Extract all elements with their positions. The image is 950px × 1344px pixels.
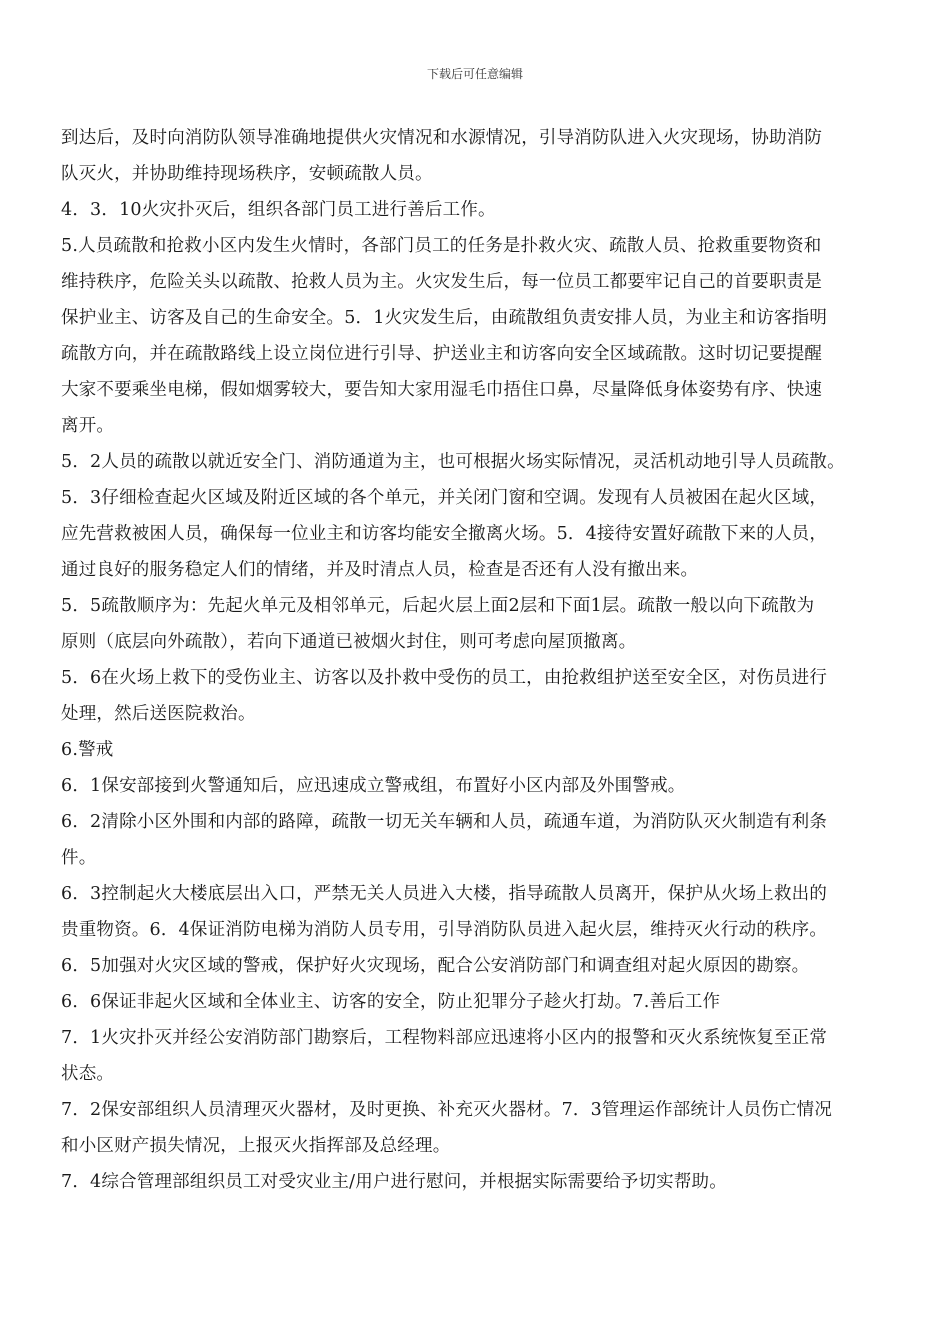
document-body xyxy=(61,120,893,1200)
text-line: 到达后，及时向消防队领导准确地提供火灾情况和水源情况，引导消防队进入火灾现场，协助消防 xyxy=(61,128,823,148)
text-line: 6．6保证非起火区域和全体业主、访客的安全，防止犯罪分子趁火打劫。7.善后工作 xyxy=(61,992,721,1012)
text-line: 5．2人员的疏散以就近安全门、消防通道为主，也可根据火场实际情况，灵活机动地引导人员疏散。 xyxy=(61,452,845,472)
text-line: 队灭火，并协助维持现场秩序，安顿疏散人员。 xyxy=(61,164,433,184)
text-line: 6．2清除小区外围和内部的路障，疏散一切无关车辆和人员，疏通车道，为消防队灭火制造有利条 xyxy=(61,812,828,832)
text-line: 7．1火灾扑灭并经公安消防部门勘察后，工程物料部应迅速将小区内的报警和灭火系统恢复至正常 xyxy=(61,1028,828,1048)
text-line: 疏散方向，并在疏散路线上设立岗位进行引导、护送业主和访客向安全区域疏散。这时切记要提醒 xyxy=(61,344,823,364)
text-line: 7．2保安部组织人员清理灭火器材，及时更换、补充灭火器材。7．3管理运作部统计人员伤亡情况 xyxy=(61,1100,833,1120)
text-line: 和小区财产损失情况，上报灭火指挥部及总经理。 xyxy=(61,1136,451,1156)
text-line: 件。 xyxy=(61,848,97,868)
text-line: 处理，然后送医院救治。 xyxy=(61,704,256,724)
text-line: 6．5加强对火灾区域的警戒，保护好火灾现场，配合公安消防部门和调查组对起火原因的勘察。 xyxy=(61,956,810,976)
text-line: 应先营救被困人员，确保每一位业主和访客均能安全撤离火场。5．4接待安置好疏散下来的人员， xyxy=(61,524,828,544)
text-line: 7．4综合管理部组织员工对受灾业主/用户进行慰问，并根据实际需要给予切实帮助。 xyxy=(61,1172,727,1192)
section-heading: 6.警戒 xyxy=(61,740,114,760)
text-line: 5．5疏散顺序为：先起火单元及相邻单元，后起火层上面2层和下面1层。疏散一般以向下疏散为 xyxy=(61,596,815,616)
text-line: 维持秩序，危险关头以疏散、抢救人员为主。火灾发生后，每一位员工都要牢记自己的首要职责是 xyxy=(61,272,823,292)
text-line: 原则（底层向外疏散），若向下通道已被烟火封住，则可考虑向屋顶撤离。 xyxy=(61,632,637,652)
text-line: 5．3仔细检查起火区域及附近区域的各个单元，并关闭门窗和空调。发现有人员被困在起火区域， xyxy=(61,488,828,508)
text-line: 大家不要乘坐电梯，假如烟雾较大，要告知大家用湿毛巾捂住口鼻，尽量降低身体姿势有序、快速 xyxy=(61,380,823,400)
text-line: 离开。 xyxy=(61,416,115,436)
text-line: 5.人员疏散和抢救小区内发生火情时，各部门员工的任务是扑救火灾、疏散人员、抢救重要物资和 xyxy=(61,236,822,256)
text-line: 通过良好的服务稳定人们的情绪，并及时清点人员，检查是否还有人没有撤出来。 xyxy=(61,560,699,580)
text-line: 5．6在火场上救下的受伤业主、访客以及扑救中受伤的员工，由抢救组护送至安全区，对伤员进行 xyxy=(61,668,828,688)
text-line: 6．1保安部接到火警通知后，应迅速成立警戒组，布置好小区内部及外围警戒。 xyxy=(61,776,686,796)
page-header: 下载后可任意编辑 xyxy=(426,67,523,81)
text-line: 4．3．10火灾扑灭后，组织各部门员工进行善后工作。 xyxy=(61,200,496,220)
text-line: 状态。 xyxy=(61,1064,115,1084)
text-line: 6．3控制起火大楼底层出入口，严禁无关人员进入大楼，指导疏散人员离开，保护从火场上救出的 xyxy=(61,884,828,904)
text-line: 保护业主、访客及自己的生命安全。5．1火灾发生后，由疏散组负责安排人员，为业主和访客指明 xyxy=(61,308,828,328)
text-line: 贵重物资。6．4保证消防电梯为消防人员专用，引导消防队员进入起火层，维持灭火行动的秩序。 xyxy=(61,920,828,940)
